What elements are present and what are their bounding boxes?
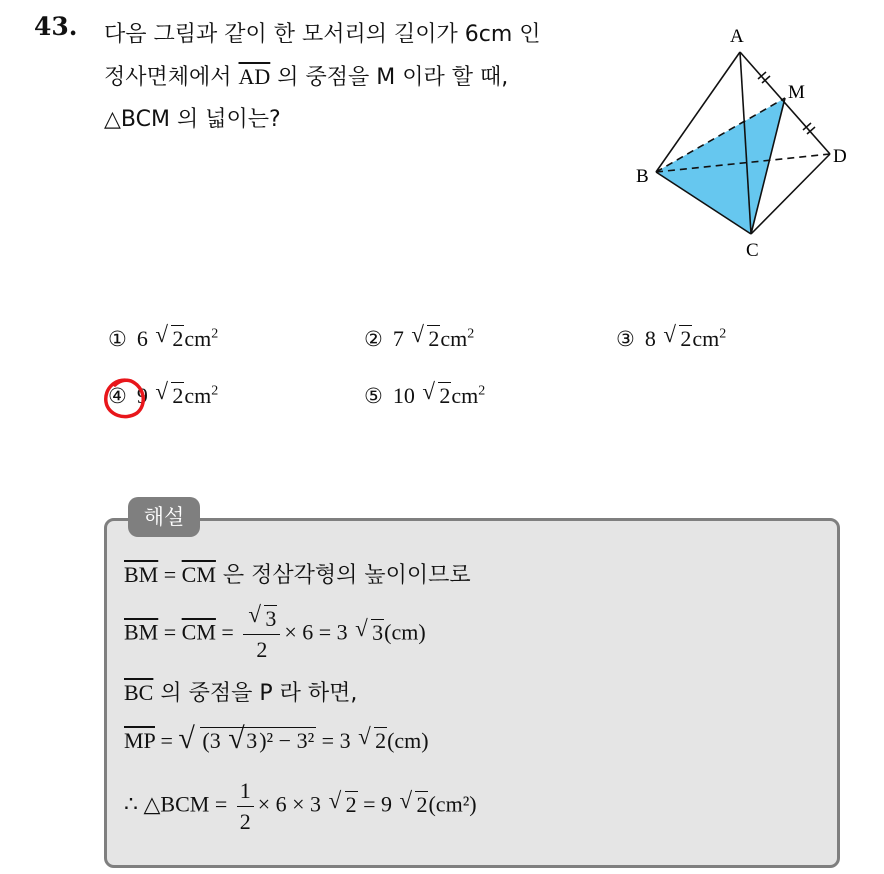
sqrt: √ 2 [411,322,440,351]
solution-line-5: ∴ △BCM = $\frac{1}{2}$ × 6 × 3 √ 2 = 9 √ 2(cm²) [124,776,477,837]
choice-marker: ④ [108,384,127,408]
choice-marker: ② [364,327,383,351]
sqrt: √ 2 [663,322,692,351]
choice-1[interactable]: ① 6 √ $2cm^2$ [108,322,219,351]
fraction: √ 3 2 [243,604,280,665]
stem-line-1: 다음 그림과 같이 한 모서리의 길이가 6cm 인 [104,22,541,47]
choice-marker: ⑤ [364,384,383,408]
choice-coef: 8 [644,326,656,351]
stem-line-2-post: 의 중점을 M 이라 할 때, [270,65,509,90]
label-b: B [636,166,649,187]
question-number: 43. [34,12,78,41]
solution-line-3: $\overline{BC}$ 의 중점을 P 라 하면, [124,680,358,706]
question-stem [104,14,541,141]
solution-line-2: $\overline{BM} = \overline{CM}$ = √ 3 2 × 6 = 3 √ 3(cm) [124,604,426,665]
stem-line-2 [104,56,541,99]
choice-4[interactable]: ④ 9 √ $2cm^2$ [108,379,219,408]
sqrt: √ 2 [155,322,184,351]
choice-2[interactable]: ② 7 √ $2cm^2$ [364,322,475,351]
choice-coef: 10 [392,383,415,408]
sqrt: √ 2 [155,379,184,408]
choice-5[interactable]: ⑤ 10 √ $2cm^2$ [364,379,486,408]
label-a: A [730,26,744,47]
solution-line-1: $\overline{BM} = \overline{CM}$ 은 정삼각형의 높이이므로 [124,562,471,588]
solution-tag: 해설 [128,497,200,537]
choice-marker: ① [108,327,127,351]
segment-ad: $\overline{AD}$ [238,64,271,89]
solution-line-4: $\overline{MP}$ = √ (3 √ 3)² − 3² = 3 √ 2(cm) [124,722,429,755]
choice-marker: ③ [616,327,635,351]
choice-coef: 7 [392,326,404,351]
label-m: M [788,82,805,103]
answer-circle-mark [101,375,151,423]
stem-line-3: △BCM 의 넓이는? [104,107,281,132]
label-d: D [833,146,847,167]
choice-3[interactable]: ③ 8 √ $2cm^2$ [616,322,727,351]
sqrt: √ 2 [422,379,451,408]
choice-coef: 6 [136,326,148,351]
choice-coef: 9 [136,383,148,408]
fraction: $\frac{1}{2}$ [237,776,254,837]
big-sqrt: √ (3 √ 3)² − 3² [178,722,315,755]
label-c: C [746,240,759,261]
tetrahedron-figure [630,18,860,268]
stem-line-2-pre: 정사면체에서 [104,65,239,90]
